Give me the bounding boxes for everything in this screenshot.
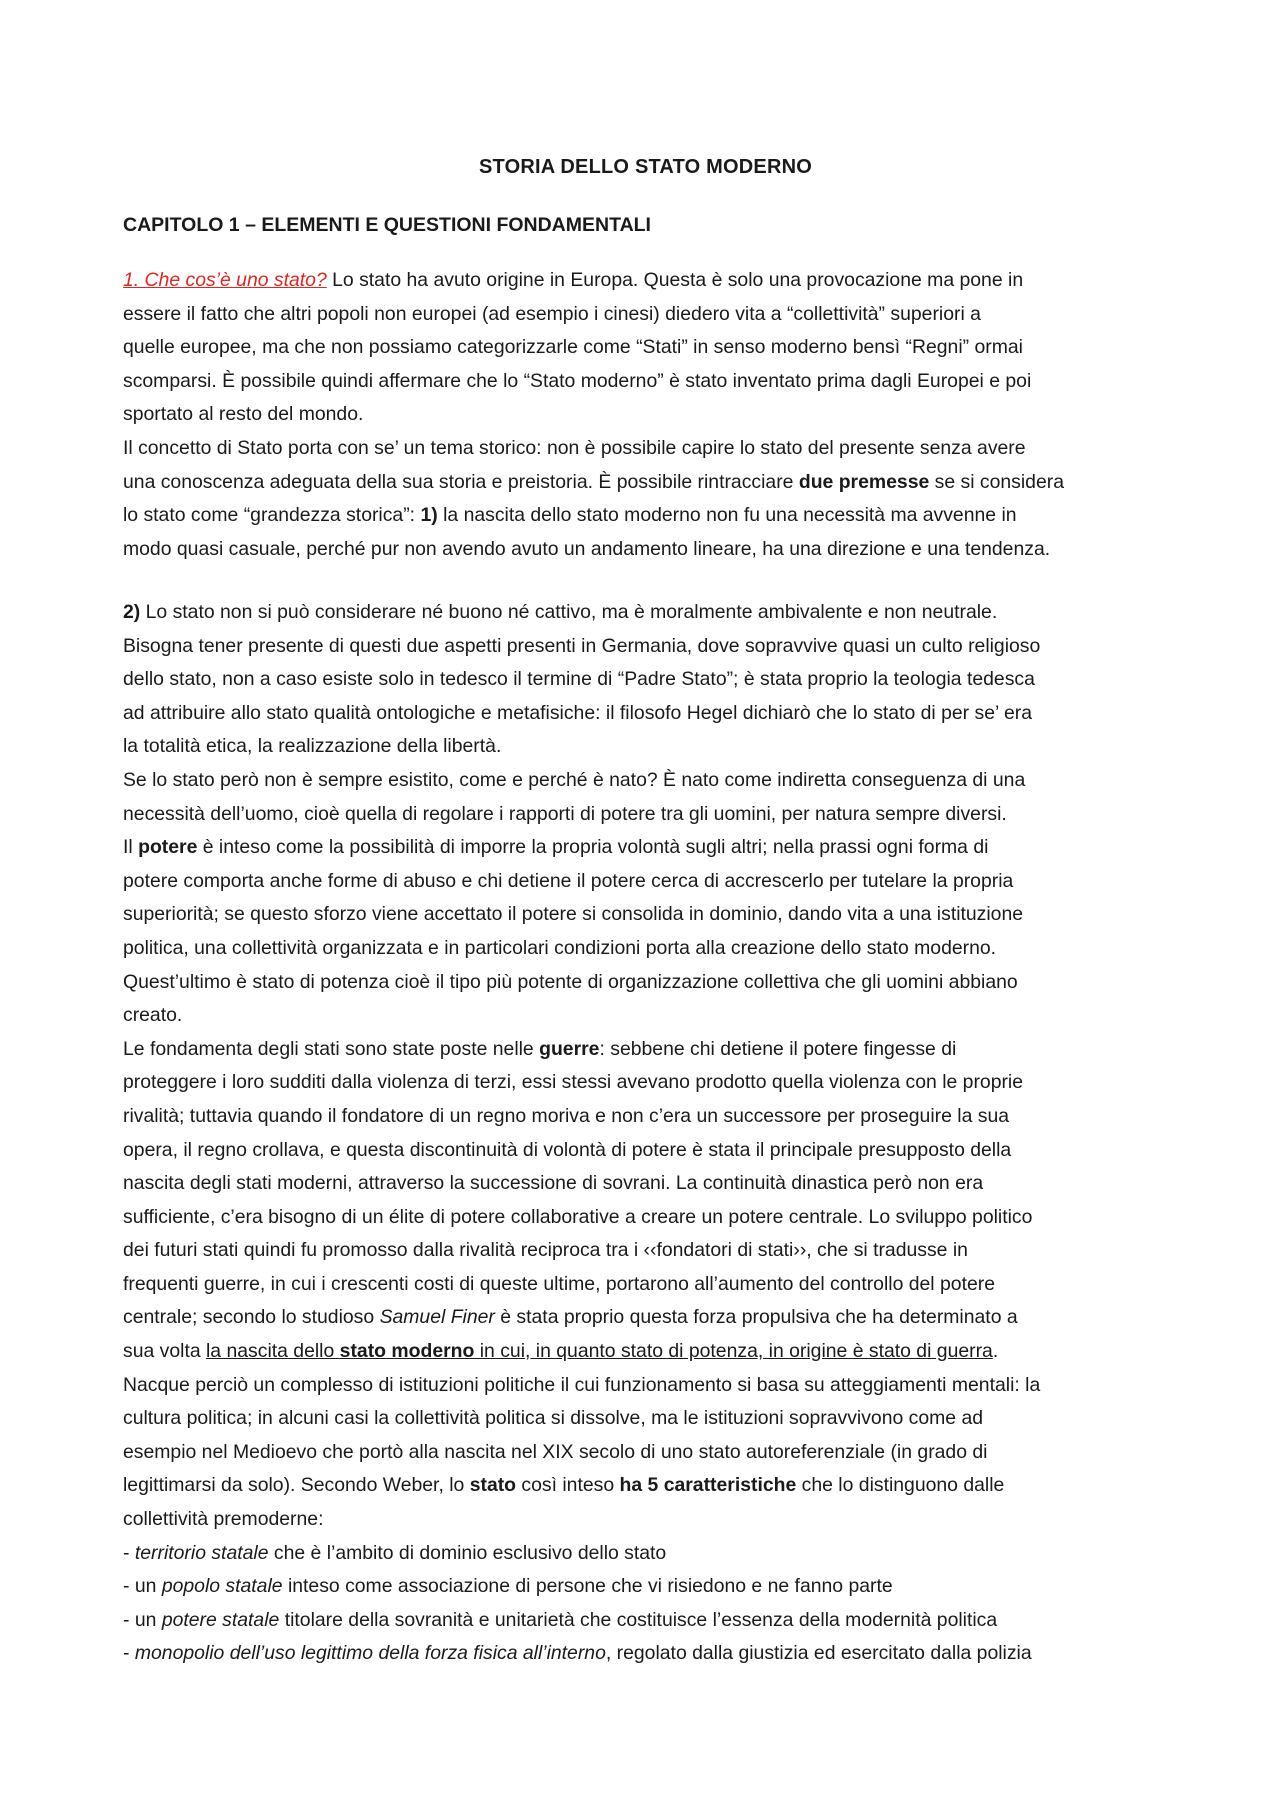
text-line: centrale; secondo lo studioso Samuel Finer è stata proprio questa forza propulsiva che ha determinato a bbox=[123, 1306, 1018, 1329]
text-line: nascita degli stati moderni, attraverso la successione di sovrani. La continuità dinastica però non era bbox=[123, 1172, 984, 1195]
text-line: Le fondamenta degli stati sono state poste nelle guerre: sebbene chi detiene il potere fingesse di bbox=[123, 1037, 957, 1060]
text-line: superiorità; se questo sforzo viene accettato il potere si consolida in dominio, dando vita a una istituzione bbox=[123, 903, 1024, 926]
text-line: sua volta la nascita dello stato moderno in cui, in quanto stato di potenza, in origine è stato di guerra. bbox=[123, 1340, 999, 1363]
text-line: Se lo stato però non è sempre esistito, come e perché è nato? È nato come indiretta conseguenza di una bbox=[123, 768, 1026, 791]
text-line: necessità dell’uomo, cioè quella di regolare i rapporti di potere tra gli uomini, per natura sempre diversi. bbox=[123, 802, 1007, 825]
text-line: creato. bbox=[123, 1004, 183, 1027]
text-line: sportato al resto del mondo. bbox=[123, 403, 364, 426]
text-line: opera, il regno crollava, e questa discontinuità di volontà di potere è stata il principale presupposto della bbox=[123, 1138, 1012, 1161]
chapter-heading: CAPITOLO 1 – ELEMENTI E QUESTIONI FONDAMENTALI bbox=[123, 214, 651, 236]
document-title: STORIA DELLO STATO MODERNO bbox=[479, 156, 812, 178]
text-line: una conoscenza adeguata della sua storia e preistoria. È possibile rintracciare due premesse se si considera bbox=[123, 470, 1064, 493]
text-line: sufficiente, c’era bisogno di un élite di potere collaborative a creare un potere centrale. Lo sviluppo politico bbox=[123, 1205, 1033, 1228]
text-line: scomparsi. È possibile quindi affermare che lo “Stato moderno” è stato inventato prima dagli Europei e poi bbox=[123, 369, 1032, 392]
text-line: la totalità etica, la realizzazione della libertà. bbox=[123, 735, 502, 758]
text-line: dello stato, non a caso esiste solo in tedesco il termine di “Padre Stato”; è stata proprio la teologia tedesca bbox=[123, 668, 1035, 691]
text-line: modo quasi casuale, perché pur non avendo avuto un andamento lineare, ha una direzione e una tendenza. bbox=[123, 537, 1051, 560]
text-line: quelle europee, ma che non possiamo categorizzarle come “Stati” in senso moderno bensì “Regni” ormai bbox=[123, 336, 1023, 359]
text-line: collettività premoderne: bbox=[123, 1508, 324, 1531]
text-line: dei futuri stati quindi fu promosso dalla rivalità reciproca tra i ‹‹fondatori di stati››, che si tradusse in bbox=[123, 1239, 968, 1262]
question-heading: 1. Che cos’è uno stato? bbox=[123, 269, 327, 291]
text-line: 2) Lo stato non si può considerare né buono né cattivo, ma è moralmente ambivalente e non neutrale. bbox=[123, 601, 998, 623]
text-line: Quest’ultimo è stato di potenza cioè il tipo più potente di organizzazione collettiva che gli uomini abbiano bbox=[123, 970, 1018, 993]
text-line: potere comporta anche forme di abuso e chi detiene il potere cerca di accrescerlo per tutelare la propria bbox=[123, 869, 1014, 892]
text-line: Il concetto di Stato porta con se’ un tema storico: non è possibile capire lo stato del presente senza avere bbox=[123, 436, 1026, 459]
text-line: politica, una collettività organizzata e in particolari condizioni porta alla creazione dello stato moderno. bbox=[123, 936, 997, 959]
text-line: Bisogna tener presente di questi due aspetti presenti in Germania, dove sopravvive quasi un culto religioso bbox=[123, 634, 1041, 657]
main-section bbox=[123, 596, 1168, 1671]
text-line: legittimarsi da solo). Secondo Weber, lo stato così inteso ha 5 caratteristiche che lo distinguono dalle bbox=[123, 1474, 1005, 1497]
text-line: Nacque perciò un complesso di istituzioni politiche il cui funzionamento si basa su atteggiamenti mentali: la bbox=[123, 1373, 1041, 1396]
text-line: frequenti guerre, in cui i crescenti costi di queste ultime, portarono all’aumento del controllo del potere bbox=[123, 1272, 995, 1295]
list-item: - un potere statale titolare della sovranità e unitarietà che costituisce l’essenza della modernità politica bbox=[123, 1608, 998, 1631]
text-line: essere il fatto che altri popoli non europei (ad esempio i cinesi) diedero vita a “collettività” superiori a bbox=[123, 302, 981, 325]
list-item: - un popolo statale inteso come associazione di persone che vi risiedono e ne fanno parte bbox=[123, 1575, 893, 1598]
list-item: - territorio statale che è l’ambito di dominio esclusivo dello stato bbox=[123, 1541, 667, 1564]
list-item: - monopolio dell’uso legittimo della forza fisica all’interno, regolato dalla giustizia ed esercitato dalla polizia bbox=[123, 1642, 1032, 1665]
text-line: 1. Che cos’è uno stato? Lo stato ha avuto origine in Europa. Questa è solo una provocazione ma pone in bbox=[123, 269, 1024, 291]
text-line: rivalità; tuttavia quando il fondatore di un regno moriva e non c’era un successore per proseguire la sua bbox=[123, 1104, 1010, 1127]
text-line: esempio nel Medioevo che portò alla nascita nel XIX secolo di uno stato autoreferenziale (in grado di bbox=[123, 1440, 988, 1463]
text-line: proteggere i loro sudditi dalla violenza di terzi, essi stessi avevano prodotto quella violenza con le proprie bbox=[123, 1071, 1024, 1094]
text-line: Il potere è inteso come la possibilità di imporre la propria volontà sugli altri; nella prassi ogni forma di bbox=[123, 836, 989, 859]
intro-section bbox=[123, 264, 1168, 566]
text-line: ad attribuire allo stato qualità ontologiche e metafisiche: il filosofo Hegel dichiarò che lo stato di per se’ era bbox=[123, 701, 1033, 724]
text-line: lo stato come “grandezza storica”: 1) la nascita dello stato moderno non fu una necessità ma avvenne in bbox=[123, 504, 1017, 527]
text-line: cultura politica; in alcuni casi la collettività politica si dissolve, ma le istituzioni sopravvivono come ad bbox=[123, 1407, 984, 1430]
